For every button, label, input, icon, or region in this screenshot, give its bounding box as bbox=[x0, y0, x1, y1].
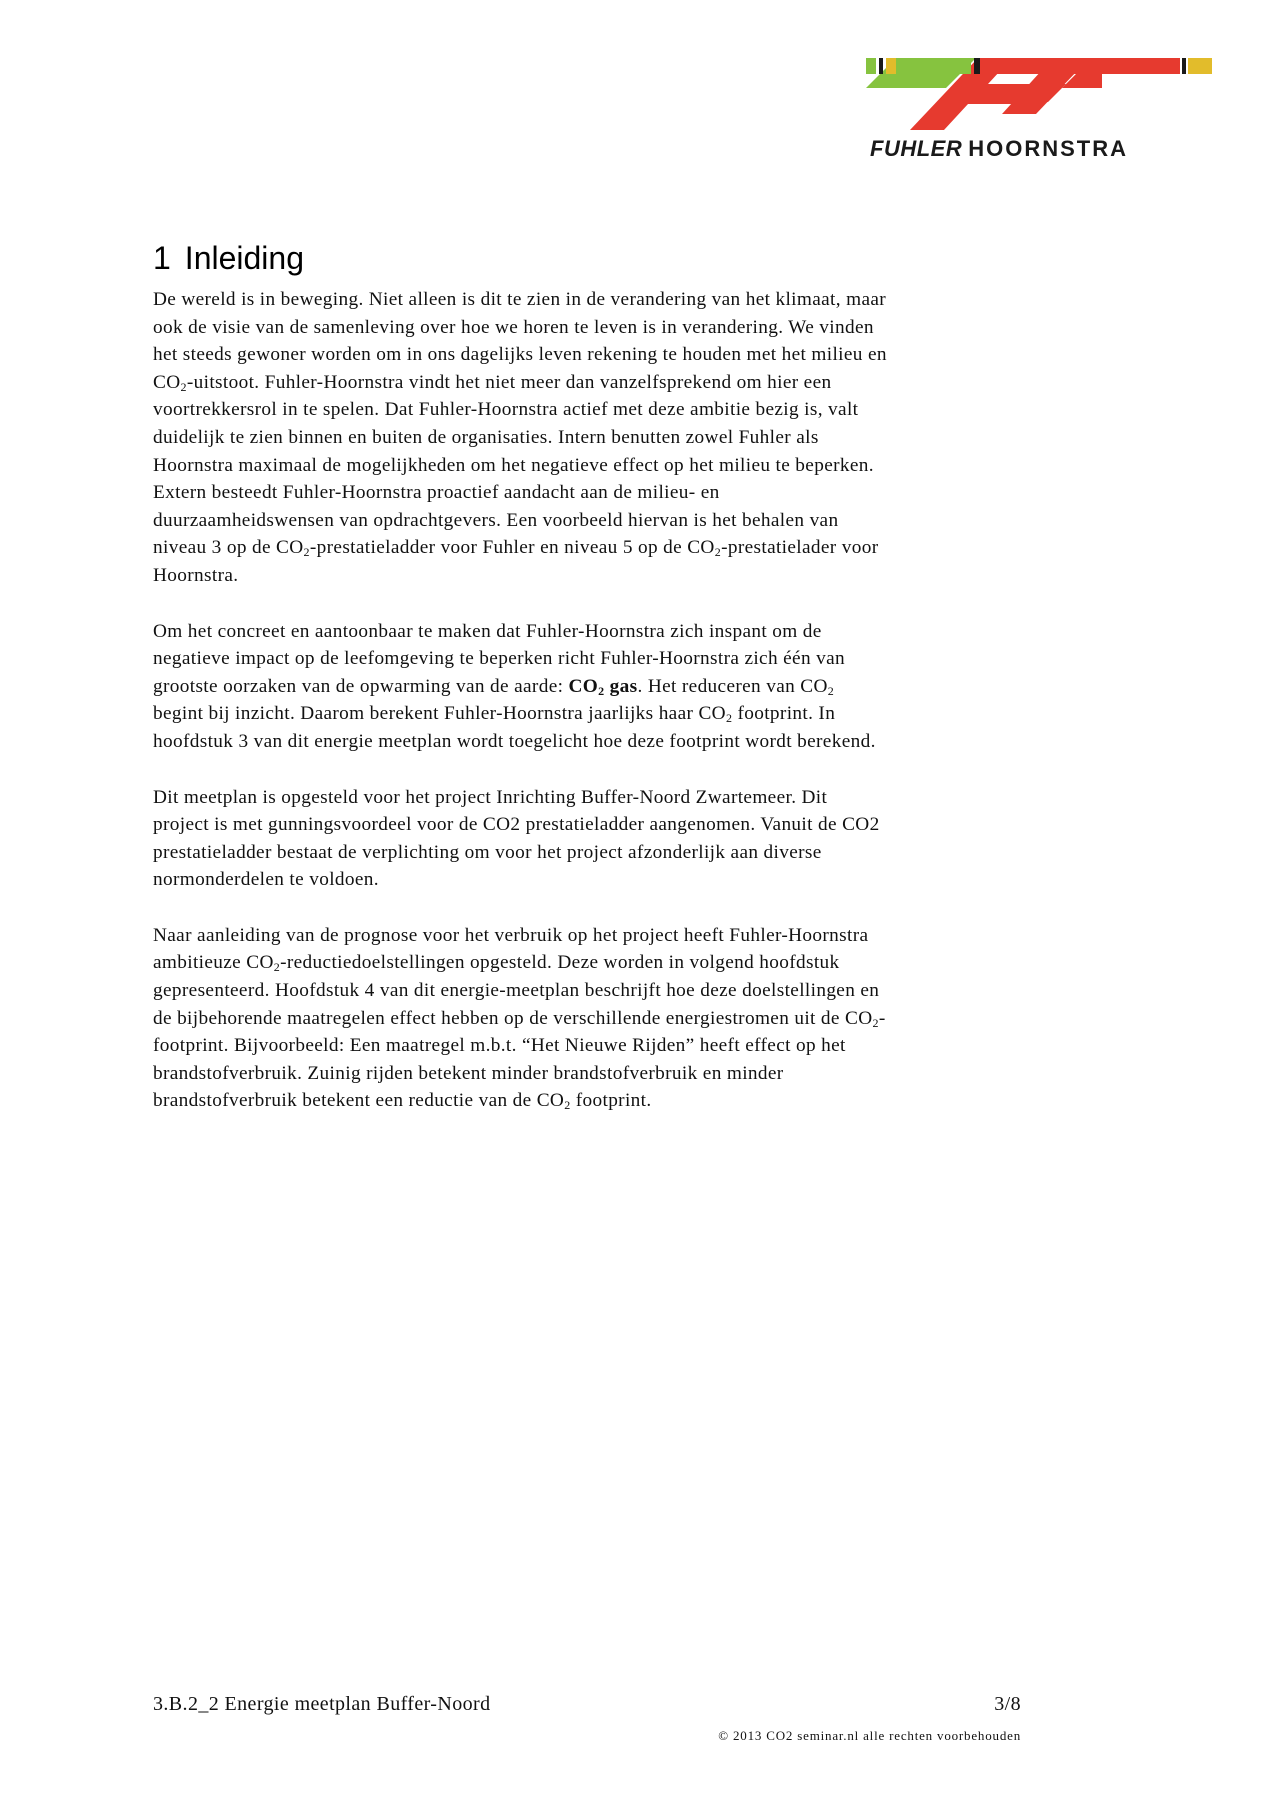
logo-word-fuhler: FUHLER bbox=[870, 136, 963, 161]
text-line: prestatieladder bestaat de verplichting om voor het project afzonderlijk aan diverse bbox=[153, 841, 822, 863]
logo-wordmark bbox=[870, 136, 1216, 166]
section-heading bbox=[153, 240, 304, 277]
text-line: footprint. Bijvoorbeeld: Een maatregel m.b.t. “Het Nieuwe Rijden” heeft effect op het bbox=[153, 1035, 846, 1057]
text-line: voortrekkersrol in te spelen. Dat Fuhler-Hoornstra actief met deze ambitie bezig is, valt bbox=[153, 399, 859, 421]
text-line: brandstofverbruik betekent een reductie van de $CO_2$ footprint. bbox=[153, 1090, 652, 1113]
footer-copyright: © 2013 CO2 seminar.nl alle rechten voorbehouden bbox=[718, 1728, 1021, 1743]
section-title: Inleiding bbox=[184, 240, 304, 276]
logo-word-hoornstra: HOORNSTRA bbox=[968, 136, 1128, 161]
logo-tagline: AANN.COMBINATIE bbox=[1011, 166, 1151, 177]
text-line: $CO_2$-uitstoot. Fuhler-Hoornstra vindt het niet meer dan vanzelfsprekend om hier een bbox=[153, 371, 832, 394]
page-footer bbox=[153, 1693, 1021, 1721]
footer-document-title: 3.B.2_2 Energie meetplan Buffer-Noord bbox=[153, 1693, 491, 1715]
text-line: grootste oorzaken van de opwarming van de aarde: $CO_2$ gas. Het reduceren van $CO_2$ bbox=[153, 675, 835, 698]
text-line: Extern besteedt Fuhler-Hoornstra proactief aandacht aan de milieu- en bbox=[153, 482, 720, 504]
text-line: gepresenteerd. Hoofdstuk 4 van dit energie-meetplan beschrijft hoe deze doelstellingen en bbox=[153, 980, 880, 1002]
text-line: niveau 3 op de $CO_2$-prestatieladder voor Fuhler en niveau 5 op de $CO_2$-prestatielader voor bbox=[153, 537, 879, 560]
text-line: negatieve impact op de leefomgeving te beperken richt Fuhler-Hoornstra zich één van bbox=[153, 648, 845, 670]
text-line: ook de visie van de samenleving over hoe we horen te leven is in verandering. We vinden bbox=[153, 316, 874, 338]
text-line: de bijbehorende maatregelen effect hebben op de verschillende energiestromen uit de $CO_2-$ bbox=[153, 1007, 886, 1030]
paragraph bbox=[153, 286, 1033, 590]
text-line: Om het concreet en aantoonbaar te maken dat Fuhler-Hoornstra zich inspant om de bbox=[153, 620, 822, 642]
text-line: project is met gunningsvoordeel voor de CO2 prestatieladder aangenomen. Vanuit de CO2 bbox=[153, 814, 880, 836]
text-line: brandstofverbruik. Zuinig rijden betekent minder brandstofverbruik en minder bbox=[153, 1062, 784, 1084]
text-line: hoofdstuk 3 van dit energie meetplan wordt toegelicht hoe deze footprint wordt berekend. bbox=[153, 730, 876, 752]
text-line: Naar aanleiding van de prognose voor het verbruik op het project heeft Fuhler-Hoornstra bbox=[153, 924, 869, 946]
footer-page-number: 3/8 bbox=[994, 1693, 1021, 1715]
text-line: Hoornstra maximaal de mogelijkheden om het negatieve effect op het milieu te beperken. bbox=[153, 454, 874, 476]
paragraph bbox=[153, 618, 1033, 756]
text-line: Dit meetplan is opgesteld voor het project Inrichting Buffer-Noord Zwartemeer. Dit bbox=[153, 786, 828, 808]
text-line: De wereld is in beweging. Niet alleen is dit te zien in de verandering van het klimaat, maar bbox=[153, 289, 887, 310]
body-text bbox=[153, 286, 1033, 1143]
text-line: normonderdelen te voldoen. bbox=[153, 869, 379, 891]
text-line: begint bij inzicht. Daarom berekent Fuhler-Hoornstra jaarlijks haar $CO_2$ footprint. In bbox=[153, 703, 836, 726]
text-line: duurzaamheidswensen van opdrachtgevers. Een voorbeeld hiervan is het behalen van bbox=[153, 509, 839, 531]
text-line: het steeds gewoner worden om in ons dagelijks leven rekening te houden met het milieu en bbox=[153, 344, 887, 366]
paragraph bbox=[153, 922, 1033, 1115]
section-number: 1 bbox=[153, 240, 171, 276]
logo-color-bar bbox=[866, 58, 1212, 74]
text-line: ambitieuze $CO_2$-reductiedoelstellingen opgesteld. Deze worden in volgend hoofdstuk bbox=[153, 952, 840, 975]
text-line: duidelijk te zien binnen en buiten de organisaties. Intern benutten zowel Fuhler als bbox=[153, 426, 819, 448]
company-logo bbox=[866, 58, 1216, 184]
text-line: Hoornstra. bbox=[153, 564, 239, 586]
paragraph bbox=[153, 784, 1033, 894]
